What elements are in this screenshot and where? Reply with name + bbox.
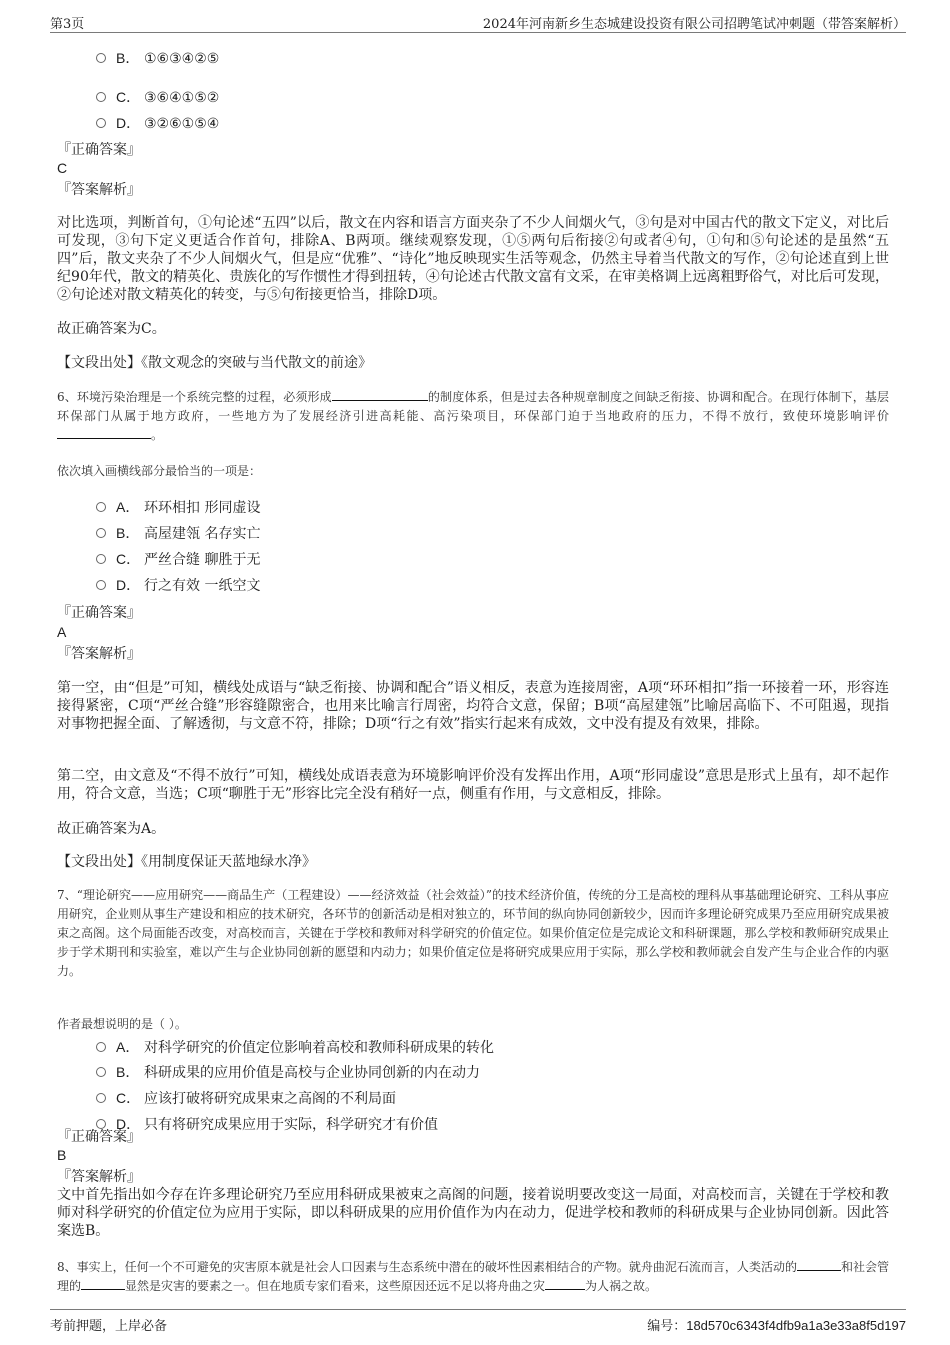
radio-icon[interactable] xyxy=(96,1093,106,1103)
q6-option-d[interactable]: D． 行之有效 一纸空文 xyxy=(96,575,260,595)
radio-icon[interactable] xyxy=(96,1042,106,1052)
footer-id: 编号：18d570c6343f4dfb9a1a3e33a8f5d197 xyxy=(647,1318,906,1334)
q7-prompt: 作者最想说明的是（ ）。 xyxy=(57,1017,187,1031)
radio-icon[interactable] xyxy=(96,502,106,512)
q7-option-c[interactable]: C． 应该打破将研究成果束之高阁的不利局面 xyxy=(96,1088,396,1108)
q5-correct-label: 『正确答案』 xyxy=(57,142,141,158)
q6-analysis-label: 『答案解析』 xyxy=(57,646,141,662)
q6-option-a[interactable]: A． 环环相扣 形同虚设 xyxy=(96,497,260,517)
radio-icon[interactable] xyxy=(96,92,106,102)
q7-stem: 7、“理论研究——应用研究——商品生产（工程建设）——经济效益（社会效益）”的技术经济价值，传统的分工是高校的理科从事基础理论研究、工科从事应用研究，企业则从事生产建设和相应的技术研究，各环节的创新活动是相对独立的，环节间的纵向协同创新较少，因而许多理论研究成果乃至应用研究成果被束之高阁。这个局面能否改变，对高校而言，关键在于学校和教师对科学研究的价值定位。如果价值定位是完成论文和科研课题，那么学校和教师研究成果止步于学术期刊和实验室，难以产生与企业协同创新的愿望和内动力；如果价值定位是将研究成果应用于实际，那么学校和教师就会自发产生与企业合作的内驱力。 xyxy=(57,888,889,978)
page-footer xyxy=(50,1309,906,1334)
q7-option-a[interactable]: A． 对科学研究的价值定位影响着高校和教师科研成果的转化 xyxy=(96,1037,494,1057)
q6-answer: A xyxy=(57,624,67,640)
q8-stem: 8、事实上，任何一个不可避免的灾害原本就是社会人口因素与生态系统中潜在的破坏性因素相结合的产物。就舟曲泥石流而言，人类活动的 和社会管理的 显然是灾害的要素之一。但在地质专家们看来，这些原因还远不足以将舟曲之灾 为人祸之故。 xyxy=(57,1260,889,1293)
radio-icon[interactable] xyxy=(96,554,106,564)
radio-icon[interactable] xyxy=(96,580,106,590)
q5-conclusion: 故正确答案为C。 xyxy=(57,321,166,337)
q7-option-d[interactable]: D． 只有将研究成果应用于实际，科学研究才有价值 xyxy=(96,1114,438,1134)
q6-option-b[interactable]: B． 高屋建瓴 名存实亡 xyxy=(96,523,260,543)
blank-line xyxy=(545,1277,585,1290)
footer-slogan: 考前押题，上岸必备 xyxy=(50,1319,168,1334)
q5-option-c[interactable]: C． ③⑥④①⑤② xyxy=(96,87,219,107)
radio-icon[interactable] xyxy=(96,528,106,538)
q7-correct-label: 『正确答案』 xyxy=(57,1129,141,1145)
q5-analysis-label: 『答案解析』 xyxy=(57,182,141,198)
q6-correct-label: 『正确答案』 xyxy=(57,605,141,621)
page-number: 第3页 xyxy=(50,17,85,32)
radio-icon[interactable] xyxy=(96,118,106,128)
q7-analysis: 文中首先指出如今存在许多理论研究乃至应用科研成果被束之高阁的问题，接着说明要改变这一局面，对高校而言，关键在于学校和教师对科学研究的价值定位为应用于实际，即以科研成果的应用价值作为内在动力，促进学校和教师的科研成果与企业协同创新。因此答案选B。 xyxy=(57,1187,889,1239)
q5-option-d[interactable]: D． ③②⑥①⑤④ xyxy=(96,113,219,133)
q6-analysis-1: 第一空，由“但是”可知，横线处成语与“缺乏衔接、协调和配合”语义相反，表意为连接周密，A项“环环相扣”指一环接着一环，形容连接得紧密，C项“严丝合缝”形容缝隙密合，也用来比喻言行周密，均符合文意，保留；B项“高屋建瓴”比喻居高临下、不可阻遏，现指对事物把握全面、了解透彻，与文意不符，排除；D项“行之有效”指实行起来有成效，文中没有提及有效果，排除。 xyxy=(57,680,889,732)
q5-answer: C xyxy=(57,160,68,176)
radio-icon[interactable] xyxy=(96,53,106,63)
document-title: 2024年河南新乡生态城建设投资有限公司招聘笔试冲刺题（带答案解析） xyxy=(482,17,906,32)
q6-prompt: 依次填入画横线部分最恰当的一项是： xyxy=(57,464,262,478)
q7-answer: B xyxy=(57,1147,67,1163)
blank-line xyxy=(332,388,428,401)
q7-analysis-label: 『答案解析』 xyxy=(57,1169,141,1185)
q7-option-b[interactable]: B． 科研成果的应用价值是高校与企业协同创新的内在动力 xyxy=(96,1062,480,1082)
q6-source: 【文段出处】《用制度保证天蓝地绿水净》 xyxy=(57,854,316,870)
q5-source: 【文段出处】《散文观念的突破与当代散文的前途》 xyxy=(57,355,372,371)
blank-line xyxy=(57,426,151,439)
blank-line xyxy=(797,1258,841,1271)
blank-line xyxy=(81,1277,125,1290)
q6-stem: 6、环境污染治理是一个系统完整的过程，必须形成 的制度体系，但是过去各种规章制度之间缺乏衔接、协调和配合。在现行体制下，基层环保部门从属于地方政府，一些地方为了发展经济引进高耗能、高污染项目，环保部门迫于当地政府的压力，不得不放行，致使环境影响评价。 xyxy=(57,390,889,442)
q6-conclusion: 故正确答案为A。 xyxy=(57,821,166,837)
page-header xyxy=(50,10,906,33)
q5-option-b[interactable]: B． ①⑥③④②⑤ xyxy=(96,48,219,68)
q5-analysis: 对比选项，判断首句，①句论述“五四”以后，散文在内容和语言方面夹杂了不少人间烟火气，③句是对中国古代的散文下定义，对比后可发现，③句下定义更适合作首句，排除A、B两项。继续观察发现，①⑤两句后衔接②句或者④句，①句和⑤句论述的是虽然“五四”后，散文夹杂了不少人间烟火气，但是应“优雅”、“诗化”地反映现实生活等观念，仍然主导着当代散文的写作，②句论述直到上世纪90年代，散文的精英化、贵族化的写作惯性才得到扭转，④句论述古代散文富有文采，在审美格调上远离粗野俗气，对比后可发现，②句论述对散文精英化的转变，与⑤句衔接更恰当，排除D项。 xyxy=(57,215,889,303)
q6-analysis-2: 第二空，由文意及“不得不放行”可知，横线处成语表意为环境影响评价没有发挥出作用，A项“形同虚设”意思是形式上虽有，却不起作用，符合文意，当选；C项“聊胜于无”形容比完全没有稍好一点，侧重有作用，与文意相反，排除。 xyxy=(57,768,889,802)
q6-option-c[interactable]: C． 严丝合缝 聊胜于无 xyxy=(96,549,260,569)
radio-icon[interactable] xyxy=(96,1067,106,1077)
